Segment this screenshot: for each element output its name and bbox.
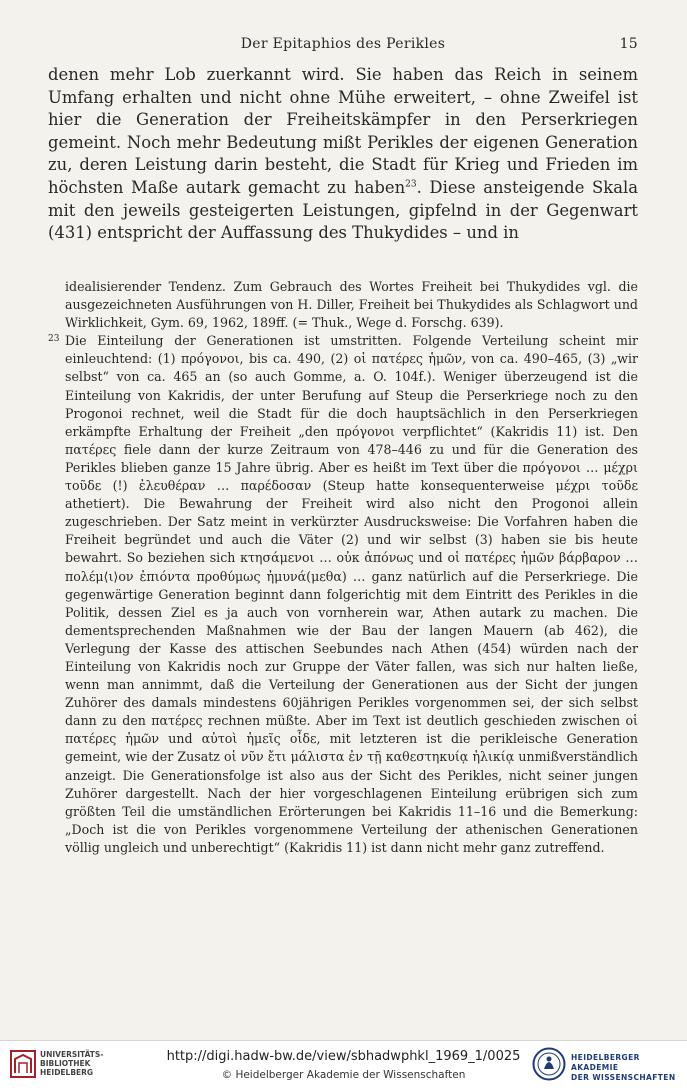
running-title: Der Epitaphios des Perikles [240, 36, 446, 52]
footnote-text: idealisierender Tendenz. Zum Gebrauch des Wortes Freiheit bei Thukydides vgl. die ausgezeichneten Ausführungen von H. Diller, Freiheit bei Thukydides als Schlagwort und Wirklichkeit, Gym. 69, 1962, 189ff. (= Thuk., Wege d. Forschg. 639). [65, 279, 638, 331]
main-paragraph [48, 64, 638, 245]
ub-line: HEIDELBERG [40, 1068, 94, 1077]
footnote-continued [48, 278, 638, 332]
ub-line: UNIVERSITÄTS- [40, 1050, 104, 1059]
footnotes [48, 278, 638, 857]
footer-bar [0, 1040, 687, 1088]
main-text-part1: denen mehr Lob zuerkannt wird. Sie haben das Reich in seinem Umfang erhalten und nicht ohne Mühe erweitert, – ohne Zweifel ist hier die Generation der Freiheitskämpfer in den Perserkriegen gemeint. Noch mehr Bedeutung mißt Perikles der eigenen Generation zu, deren Leistung darin besteht, die Stadt für Krieg und Frieden im höchsten Maße autark gemacht zu haben [48, 65, 638, 197]
footnote-text: Die Einteilung der Generationen ist umstritten. Folgende Verteilung scheint mir einleuchtend: (1) πρόγονοι, bis ca. 490, (2) οἱ πατέρες ἡμῶν, von ca. 490–465, (3) „wir selbst“ von ca. 465 an (so auch Gomme, a. O. 104f.). Weniger überzeugend ist die Einteilung von Kakridis, der unter Berufung auf Steup die Perserkriege noch zu den Progonoi rechnet, weil die Stadt für die doch hauptsächlich in den Perserkriegen erkämpfte Erhaltung der Freiheit „den πρόγονοι verpflichtet“ (Kakridis 11) ist. Den πατέρες fiele dann der kurze Zeitraum von 478–446 zu und für die Generation des Perikles blieben ganze 15 Jahre übrig. Aber es heißt im Text über die πρόγονοι … μέχρι τοῦδε (!) ἐλευθέραν … παρέδοσαν (Steup hatte konsequenterweise μέχρι τοῦδε athetiert). Die Bewahrung der Freiheit wird also nicht den Progonoi allein zugeschrieben. Der Satz meint in verkürzter Ausdrucksweise: Die Vorfahren haben die Freiheit begründet und auch die Väter (2) und wir selbst (3) haben sie bis heute bewahrt. So beziehen sich κτησάμενοι … οὐκ ἀπόνως und οἱ πατέρες ἡμῶν βάρβαρον … πολέμ⟨ι⟩ον ἐπιόντα προθύμως ἠμυνά(μεθα) … ganz natürlich auf die Perserkriege. Die gegenwärtige Generation beginnt dann folgerichtig mit dem Eintritt des Perikles in die Politik, dessen Ziel es ja auch von vornherein war, Athen autark zu machen. Die dementsprechenden Maßnahmen wie der Bau der langen Mauern (ab 462), die Verlegung der Kasse des attischen Seebundes nach Athen (454) würden nach der Einteilung von Kakridis noch zur Gruppe der Väter fallen, was sich nur halten ließe, wenn man annimmt, daß die Verteilung der Generationen aus der Sicht der jungen Zuhörer des damals mindestens 60jährigen Perikles vorgenommen sei, der sich selbst dann zu den πατέρες rechnen müßte. Aber im Text ist deutlich geschieden zwischen οἱ πατέρες ἡμῶν und αὐτοὶ ἡμεῖς οἶδε, mit letzteren ist die perikleische Generation gemeint, wie der Zusatz οἱ νῦν ἔτι μάλιστα ἐν τῇ καθεστηκυίᾳ ἡλικίᾳ unmißverständlich anzeigt. Die Generationsfolge ist also aus der Sicht des Perikles, nicht seiner jungen Zuhörer dargestellt. Nach der hier vorgeschlagenen Einteilung erübrigen sich zum größten Teil die umständlichen Erörterungen bei Kakridis 11–16 und die Bemerkung: „Doch ist die von Perikles vorgenommene Verteilung der athenischen Generationen völlig ungleich und unberechtigt“ (Kakridis 11) ist dann nicht mehr ganz zutreffend. [65, 333, 638, 855]
footnote-reference[interactable]: 23 [405, 179, 417, 190]
page-number: 15 [619, 36, 638, 52]
academy-name [571, 1053, 687, 1083]
hadw-line: DER WISSENSCHAFTEN [571, 1073, 676, 1082]
ub-line: BIBLIOTHEK [40, 1059, 91, 1068]
permalink-url[interactable]: http://digi.hadw-bw.de/view/sbhadwphkl_1969_1/0025 [166, 1049, 521, 1064]
academy-seal-icon[interactable] [532, 1047, 566, 1081]
copyright-notice: © Heidelberger Akademie der Wissenschaften [221, 1069, 466, 1081]
main-text-part2: . Diese ansteigende Skala mit den jeweils gesteigerten Leistungen, gipfelnd in der Gegenwart (431) entspricht der Auffassung des Thukydides – und in [48, 177, 638, 243]
footnote-23 [48, 332, 638, 857]
main-text [48, 64, 638, 245]
footnote-number: 23 [48, 334, 60, 345]
hadw-line: HEIDELBERGER AKADEMIE [571, 1053, 640, 1072]
